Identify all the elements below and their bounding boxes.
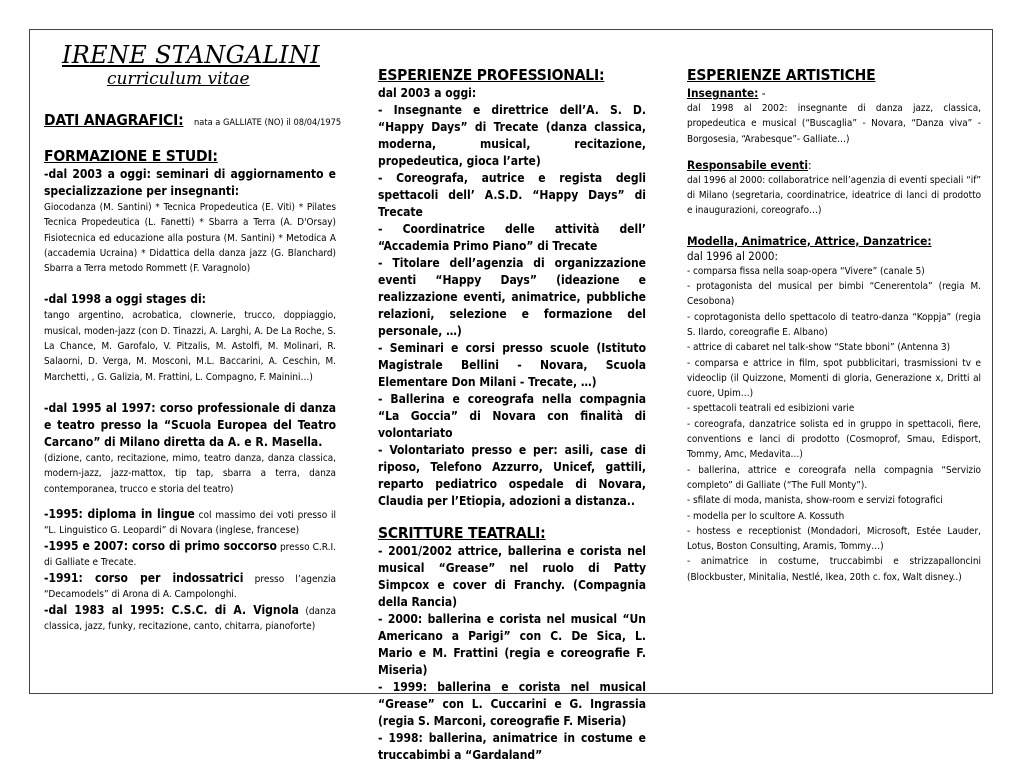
education-item-body: col massimo dei voti presso il “L. Linguistico G. Leopardi” di Novara (inglese, francese) (44, 509, 336, 537)
model-period: dal 1996 al 2000: (687, 248, 778, 263)
list-item: - comparsa fissa nella soap-opera “Vivere” (canale 5) (687, 265, 925, 277)
education-item-body: (danza classica, jazz, funky, recitazione, canto, chitarra, pianoforte) (44, 605, 336, 633)
list-item: - comparsa e attrice in film, spot pubblicitari, trasmissioni tv e videoclip (il Quizzone, Momenti di gloria, Generazione x, Dritti al cuore, Upim…) (687, 357, 981, 400)
list-item: - Coreografa, autrice e regista degli spettacoli dell’ A.S.D. “Happy Days” di Trecate (378, 171, 646, 219)
professional-experience-list (378, 85, 646, 510)
personal-data-heading: DATI ANAGRAFICI: (44, 111, 184, 129)
teacher-line (687, 85, 981, 101)
education-item (44, 603, 336, 635)
cv-subtitle: curriculum vitae (107, 69, 250, 89)
education-item-heading: -1991: corso per indossatrici (44, 570, 244, 585)
list-item: - Volontariato presso e per: asili, case di riposo, Telefono Azzurro, Unicef, gattili, reparto pediatrico ospedale di Novara, Claudia per l’Etiopia, adozioni a distanza.. (378, 443, 646, 508)
list-item: - Titolare dell’agenzia di organizzazione eventi “Happy Days” (ideazione e realizzazione eventi, animatrice, pubbliche relazioni, selezione e formazione del personale, …) (378, 256, 646, 338)
education-item (44, 539, 336, 571)
list-item: - ballerina, attrice e coreografa nella compagnia “Servizio completo” di Galliate (“The Full Monty”). (687, 464, 981, 491)
list-item: - spettacoli teatrali ed esibizioni varie (687, 403, 855, 415)
model-list (687, 264, 981, 585)
list-item: - Seminari e corsi presso scuole (Istituto Magistrale Bellini - Novara, Scuola Elementare Don Milani - Trecate, …) (378, 341, 646, 389)
event-manager-line (687, 157, 981, 173)
list-item: - hostess e receptionist (Mondadori, Microsoft, Estée Lauder, Lotus, Boston Consulting, Aramis, Tommy…) (687, 525, 981, 553)
theatrical-engagements-heading: SCRITTURE TEATRALI: (378, 524, 546, 542)
list-item: - coreografa, danzatrice solista ed in gruppo in spettacoli, fiere, conventions e lanci di prodotto (Cosmoprof, Smau, Edisport, Tommy, Amc, Medavita…) (687, 418, 981, 461)
list-item: - sfilate di moda, manista, show-room e servizi fotografici (687, 495, 943, 507)
personal-data (44, 110, 344, 129)
artistic-experience-heading: ESPERIENZE ARTISTICHE (687, 66, 876, 84)
teacher-heading: Insegnante: (687, 86, 759, 100)
teacher-dash: - (761, 86, 766, 100)
list-item: - modella per lo scultore A. Kossuth (687, 510, 845, 522)
education-item-heading: -dal 1998 a oggi stages di: (44, 292, 206, 307)
education-item-body: tango argentino, acrobatica, clownerie, trucco, doppiaggio, musical, moden-jazz (con D. Tinazzi, A. Larghi, A. De La Roche, S. La Chance, M. Garofalo, V. Pitzalis, M. Astolfi, M. Molinari, R. Salaorni, D. Verga, M. Mosconi, M.L. Baccarini, A. Ceschin, M. Marchetti, , G. Galizia, M. Frattini, L. Compagno, F. Mainini…) (44, 310, 336, 383)
education-item (44, 507, 336, 539)
list-item: - 1998: ballerina, animatrice in costume e truccabimbi a “Gardaland” (378, 731, 646, 762)
cv-page (29, 29, 993, 762)
education-item-heading: -dal 1983 al 1995: C.S.C. di A. Vignola (44, 602, 299, 617)
list-item: - 2000: ballerina e corista nel musical “Un Americano a Parigi” con C. De Sica, L. Mario e M. Frattini (regia e coreografie F. Miseria) (378, 612, 646, 677)
education-item-body: presso l’agenzia “Decamodels” di Arona di A. Campolonghi. (44, 573, 336, 601)
list-item: - attrice di cabaret nel talk-show “State bboni” (Antenna 3) (687, 342, 951, 354)
professional-experience-heading: ESPERIENZE PROFESSIONALI: (378, 66, 605, 84)
list-item: - Coordinatrice delle attività dell’ “Accademia Primo Piano” di Trecate (378, 222, 646, 253)
education-item-heading: -dal 1995 al 1997: corso professionale di danza e teatro presso la “Scuola Europea del Teatro Carcano” di Milano diretta da A. e R. Masella. (44, 400, 336, 449)
education-heading: FORMAZIONE E STUDI: (44, 147, 218, 165)
list-item: dal 2003 a oggi: (378, 86, 477, 100)
education-section (44, 147, 336, 635)
education-item-heading: -dal 2003 a oggi: seminari di aggiornamento e specializzazione per insegnanti: (44, 167, 336, 198)
teacher-text: dal 1998 al 2002: insegnante di danza jazz, classica, propedeutica e musical (“Buscaglia” - Novara, “Danza viva” - Borgosesia, “Arabesque”- Galliate…) (687, 103, 981, 145)
education-item-heading: -1995: diploma in lingue (44, 506, 195, 521)
birth-info: nata a GALLIATE (NO) il 08/04/1975 (194, 117, 342, 128)
event-manager-colon: : (807, 157, 812, 172)
education-item-body: Giocodanza (M. Santini) * Tecnica Propedeutica (E. Viti) * Pilates Tecnica Propedeutica (L. Fanetti) * Sbarra a Terra (A. D'Orsay) Fisiotecnica ed educazione alla postura (M. Santini) * Metodica A (accademia Ucraina) * Didattica della danza jazz (G. Blanchard) Sbarra a Terra metodo Rommett (F. Varagnolo) (44, 202, 336, 275)
person-name: IRENE STANGALINI (62, 41, 320, 69)
education-item-body: (dizione, canto, recitazione, mimo, teatro danza, danza classica, modern-jazz, jazz-mattox, tip tap, sbarra a terra, danza contemporanea, trucco e storia del teatro) (44, 452, 336, 495)
list-item: - coprotagonista dello spettacolo di teatro-danza “Koppja” (regia S. Ilardo, coreografie E. Albano) (687, 311, 981, 338)
education-item-body: presso C.R.I. di Galliate e Trecate. (44, 541, 337, 569)
list-item: - animatrice in costume, truccabimbi e strizzapalloncini (Blockbuster, Minitalia, Nestlé, Ikea, 20th c. fox, Walt disney..) (687, 556, 981, 583)
right-column (687, 66, 981, 585)
event-manager-heading: Responsabile eventi (687, 157, 808, 172)
event-manager-text: dal 1996 al 2000: collaboratrice nell’agenzia di eventi speciali “if” di Milano (segretaria, coordinatrice, ideatrice di lanci di prodotto e inaugurazioni, coreografo…) (687, 174, 981, 217)
list-item: - 2001/2002 attrice, ballerina e corista nel musical “Grease” nel ruolo di Patty Simpcox e cover di Franchy. (Compagnia della Rancia) (378, 544, 646, 609)
theatrical-engagements-list (378, 543, 646, 764)
education-item (44, 571, 336, 603)
list-item: - 1999: ballerina e corista nel musical “Grease” con L. Cuccarini e G. Ingrassia (regia S. Marconi, coreografie F. Miseria) (378, 680, 646, 728)
list-item: - Ballerina e coreografa nella compagnia “La Goccia” di Novara con finalità di volontariato (378, 392, 646, 440)
model-heading: Modella, Animatrice, Attrice, Danzatrice: (687, 233, 932, 248)
list-item: - Insegnante e direttrice dell’A. S. D. “Happy Days” di Trecate (danza classica, moderna, musical, recitazione, propedeutica, gioca l’arte) (378, 103, 646, 168)
middle-column (378, 66, 646, 764)
list-item: - protagonista del musical per bimbi “Cenerentola” (regia M. Cesobona) (687, 281, 981, 308)
education-item-heading: -1995 e 2007: corso di primo soccorso (44, 538, 277, 553)
